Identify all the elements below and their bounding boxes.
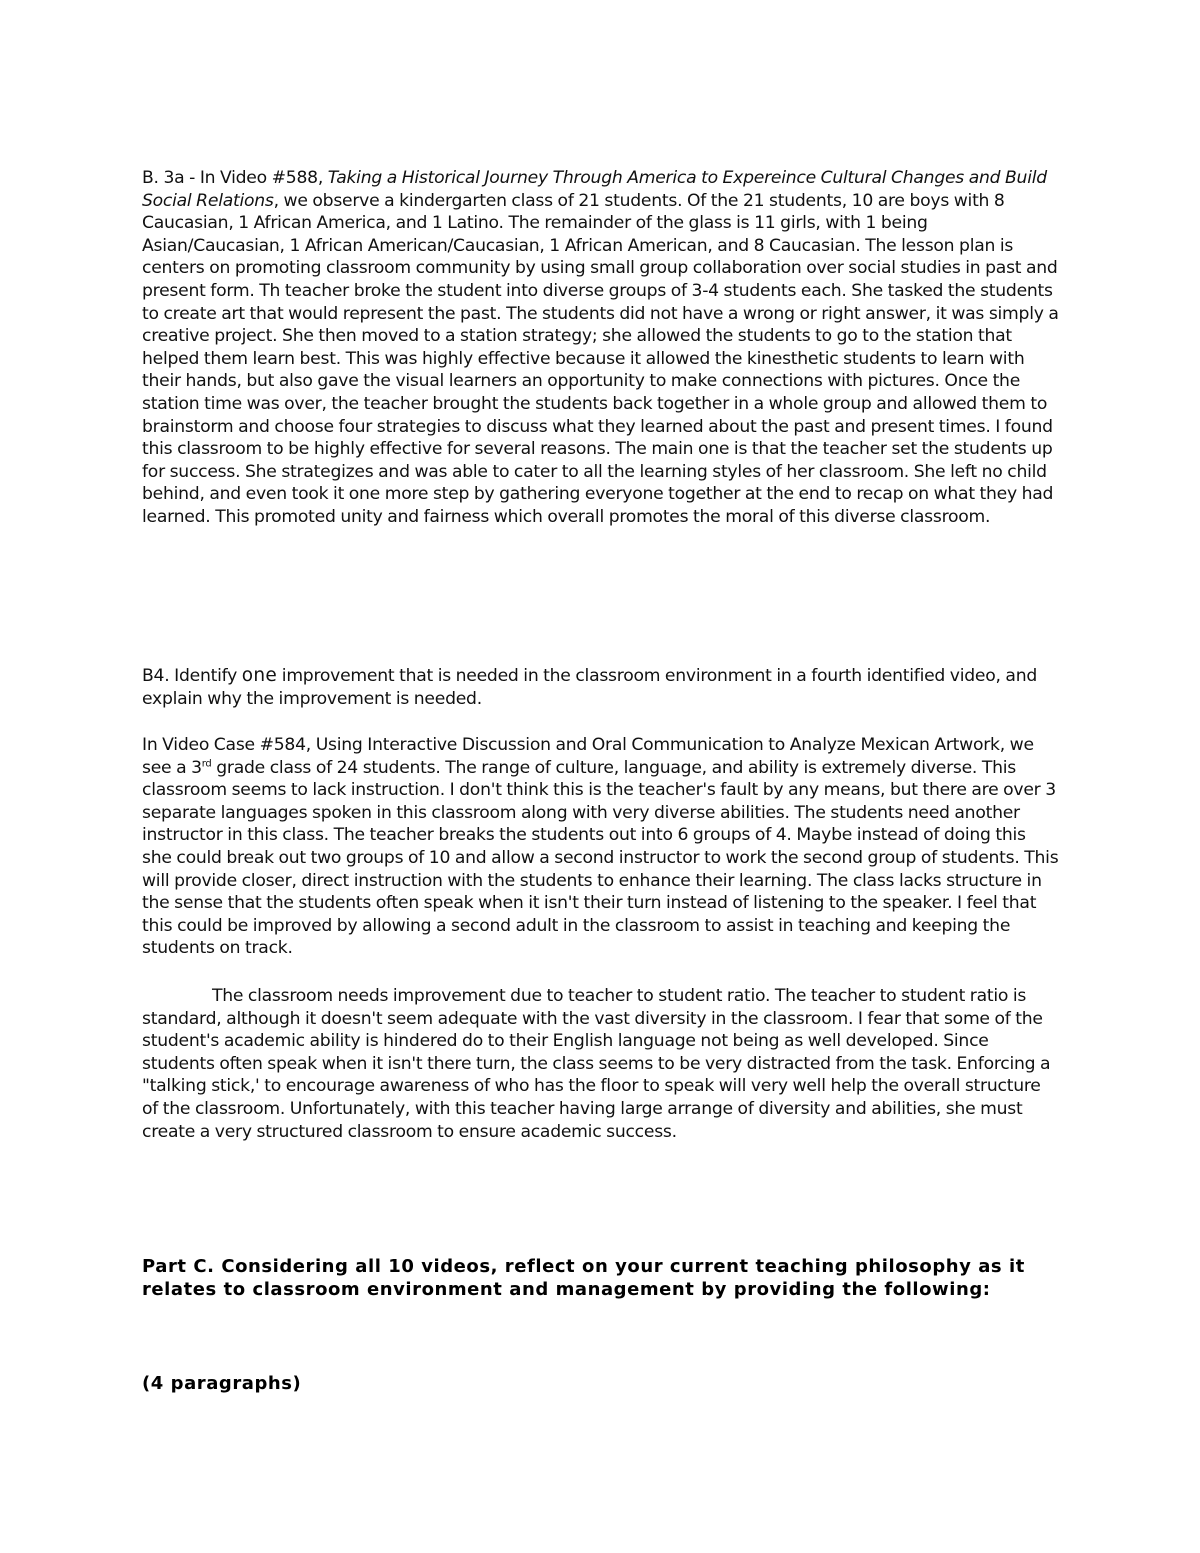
b3a-body: , we observe a kindergarten class of 21 students. Of the 21 students, 10 are boys with 8 Caucasian, 1 African America, and 1 Latino. The remainder of the glass is 11 girls, with 1 being Asian/Caucasian, 1 African American/Caucasian, 1 African American, and 8 Caucasian. The lesson plan is centers on promoting classroom community by using small group collaboration over social studies in past and present form. Th teacher broke the student into diverse groups of 3-4 students each. She tasked the students to create art that would represent the past. The students did not have a wrong or right answer, it was simply a creative project. She then moved to a station strategy; she allowed the students to go to the station that helped them learn best. This was highly effective because it allowed the kinesthetic students to learn with their hands, but also gave the visual learners an opportunity to make connections with pictures. Once the station time was over, the teacher brought the students back together in a whole group and allowed them to brainstorm and choose four strategies to discuss what they learned about the past and present times. I found this classroom to be highly effective for several reasons. The main one is that the teacher set the students up for success. She strategizes and was able to cater to all the learning styles of her classroom. She left no child behind, and even took it one more step by gathering everyone together at the end to recap on what they had learned. This promoted unity and fairness which overall promotes the moral of this diverse classroom. — [142, 190, 1059, 527]
paragraph-b3a — [142, 167, 1060, 529]
ordinal-superscript: rd — [201, 757, 212, 769]
paragraph-b4-reason: The classroom needs improvement due to teacher to student ratio. The teacher to student ratio is standard, although it doesn't seem adequate with the vast diversity in the classroom. I fear that some of the student's academic ability is hindered do to their English language not being as well developed. Since students often speak when it isn't there turn, the class seems to be very distracted from the task. Enforcing a "talking stick,' to encourage awareness of who has the floor to speak will very well help the overall structure of the classroom. Unfortunately, with this teacher having large arrange of diversity and abilities, she must create a very structured classroom to ensure academic success. — [142, 986, 1051, 1142]
paragraph-count-note: (4 paragraphs) — [142, 1373, 302, 1394]
part-c-heading: Part C. Considering all 10 videos, reflect on your current teaching philosophy as it relates to classroom environment and management by providing the following: — [142, 1256, 1025, 1300]
b4-answer-lead: In Video Case #584, Using Interactive Discussion and Oral Communication to Analyze Mexican Artwork, we see a 3 — [142, 735, 1034, 778]
b4-answer-body: grade class of 24 students. The range of culture, language, and ability is extremely diverse. This classroom seems to lack instruction. I don't think this is the teacher's fault by any means, but there are over 3 separate languages spoken in this classroom along with very diverse abilities. The students need another instructor in this class. The teacher breaks the students out into 6 groups of 4. Maybe instead of doing this she could break out two groups of 10 and allow a second instructor to work the second group of students. This will provide closer, direct instruction with the students to enhance their learning. The class lacks structure in the sense that the students often speak when it isn't their turn instead of listening to the speaker. I feel that this could be improved by allowing a second adult in the classroom to assist in teaching and keeping the students on track. — [142, 757, 1059, 959]
b4-prompt-lead: B4. Identify — [142, 666, 242, 686]
paragraph-b4-prompt — [142, 665, 1060, 710]
b3a-video-title: Taking a Historical Journey Through America to Expereince Cultural Changes and Build Social Relations — [142, 168, 1047, 211]
b4-prompt-emphasis: one — [241, 665, 278, 686]
paragraph-b4-answer — [142, 734, 1060, 960]
b3a-lead: B. 3a - In Video #588, — [142, 168, 328, 188]
b4-prompt-tail: improvement that is needed in the classroom environment in a fourth identified video, and explain why the improvement is needed. — [142, 666, 1038, 709]
